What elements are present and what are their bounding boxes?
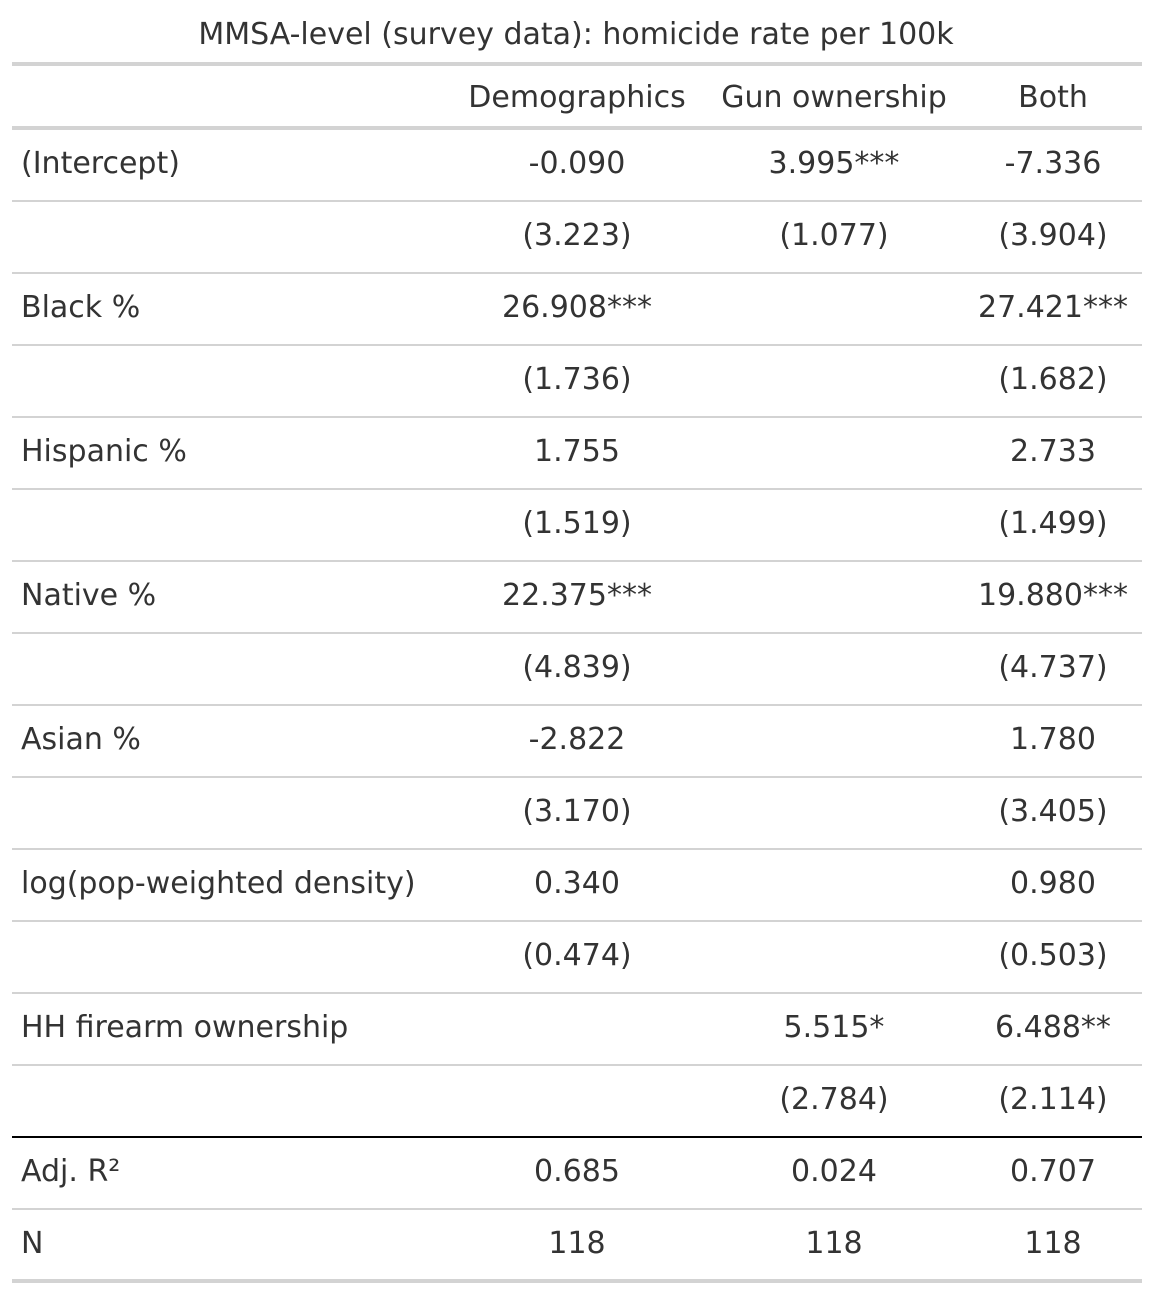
cell-demographics: 1.755	[534, 433, 620, 469]
regression-table	[12, 67, 1142, 1279]
cell-both: (4.737)	[998, 649, 1108, 685]
cell-demographics: (3.170)	[522, 793, 632, 829]
header-row	[12, 67, 1142, 127]
bottom-rule	[12, 1279, 1142, 1283]
table-row	[12, 991, 1142, 1063]
row-label	[12, 919, 450, 991]
row-label	[12, 199, 450, 271]
row-label	[12, 775, 450, 847]
table-row	[12, 631, 1142, 703]
cell-demographics: -2.822	[528, 721, 626, 757]
row-divider	[12, 416, 1142, 418]
row-divider	[12, 560, 1142, 562]
cell-both: -7.336	[1004, 145, 1102, 181]
row-label: Hispanic %	[21, 433, 187, 469]
table-row	[12, 703, 1142, 775]
cell-gun-ownership: 5.515*	[783, 1009, 885, 1045]
cell-demographics	[450, 991, 704, 1063]
cell-demographics: (0.474)	[522, 937, 632, 973]
row-label: N	[21, 1225, 44, 1261]
cell-demographics: (4.839)	[522, 649, 632, 685]
cell-both: 1.780	[1010, 721, 1096, 757]
cell-both: 2.733	[1010, 433, 1096, 469]
cell-gun-ownership	[704, 487, 964, 559]
row-divider	[12, 488, 1142, 490]
table-row	[12, 1207, 1142, 1279]
row-label: Black %	[21, 289, 141, 325]
cell-both: 19.880***	[978, 577, 1128, 613]
cell-demographics: 0.685	[534, 1153, 620, 1189]
row-label	[12, 1063, 450, 1135]
cell-gun-ownership	[704, 703, 964, 775]
cell-both: (3.405)	[998, 793, 1108, 829]
row-label	[12, 631, 450, 703]
row-divider	[12, 776, 1142, 778]
cell-demographics: (3.223)	[522, 217, 632, 253]
row-label: log(pop-weighted density)	[21, 865, 416, 901]
table-title: MMSA-level (survey data): homicide rate per 100k	[198, 17, 954, 52]
cell-gun-ownership	[704, 919, 964, 991]
row-divider	[12, 1208, 1142, 1210]
top-rule	[12, 62, 1142, 66]
cell-both: (1.499)	[998, 505, 1108, 541]
cell-demographics: 22.375***	[502, 577, 652, 613]
row-divider	[12, 992, 1142, 994]
row-divider	[12, 200, 1142, 202]
header-label	[12, 67, 450, 127]
row-label: Asian %	[21, 721, 141, 757]
cell-gun-ownership	[704, 631, 964, 703]
cell-demographics: (1.736)	[522, 361, 632, 397]
cell-both: (3.904)	[998, 217, 1108, 253]
table-row	[12, 199, 1142, 271]
row-label	[12, 343, 450, 415]
row-divider	[12, 848, 1142, 850]
table-row	[12, 1063, 1142, 1135]
cell-gun-ownership: 118	[805, 1225, 863, 1261]
table-row	[12, 847, 1142, 919]
cell-gun-ownership	[704, 847, 964, 919]
cell-both: 27.421***	[978, 289, 1128, 325]
cell-demographics	[450, 1063, 704, 1135]
cell-both: 118	[1024, 1225, 1082, 1261]
table-row	[12, 271, 1142, 343]
cell-gun-ownership	[704, 343, 964, 415]
table-row	[12, 415, 1142, 487]
cell-both: (1.682)	[998, 361, 1108, 397]
table-row	[12, 559, 1142, 631]
row-label: Native %	[21, 577, 157, 613]
cell-both: (0.503)	[998, 937, 1108, 973]
cell-both: (2.114)	[998, 1081, 1108, 1117]
table-row	[12, 775, 1142, 847]
row-label: (Intercept)	[21, 145, 180, 181]
row-divider	[12, 344, 1142, 346]
header-both: Both	[1018, 79, 1088, 115]
cell-demographics: 26.908***	[502, 289, 652, 325]
row-divider	[12, 632, 1142, 634]
stats-divider	[12, 1136, 1142, 1138]
cell-gun-ownership	[704, 559, 964, 631]
row-label: HH firearm ownership	[21, 1009, 349, 1045]
row-divider	[12, 1064, 1142, 1066]
cell-gun-ownership: 3.995***	[768, 145, 900, 181]
header-gun-ownership: Gun ownership	[721, 79, 947, 115]
cell-both: 6.488**	[995, 1009, 1111, 1045]
table-row	[12, 127, 1142, 199]
cell-gun-ownership	[704, 271, 964, 343]
cell-demographics: 118	[548, 1225, 606, 1261]
cell-gun-ownership	[704, 775, 964, 847]
row-divider	[12, 704, 1142, 706]
row-label: Adj. R²	[21, 1153, 121, 1189]
cell-gun-ownership	[704, 415, 964, 487]
cell-gun-ownership: 0.024	[791, 1153, 877, 1189]
cell-demographics: (1.519)	[522, 505, 632, 541]
row-label	[12, 487, 450, 559]
header-rule	[12, 126, 1142, 130]
table-row	[12, 919, 1142, 991]
table-row	[12, 343, 1142, 415]
cell-demographics: -0.090	[528, 145, 626, 181]
cell-gun-ownership: (1.077)	[779, 217, 889, 253]
cell-gun-ownership: (2.784)	[779, 1081, 889, 1117]
table-row	[12, 487, 1142, 559]
cell-both: 0.707	[1010, 1153, 1096, 1189]
row-divider	[12, 920, 1142, 922]
cell-both: 0.980	[1010, 865, 1096, 901]
table-row	[12, 1135, 1142, 1207]
row-divider	[12, 272, 1142, 274]
header-demographics: Demographics	[468, 79, 686, 115]
cell-demographics: 0.340	[534, 865, 620, 901]
